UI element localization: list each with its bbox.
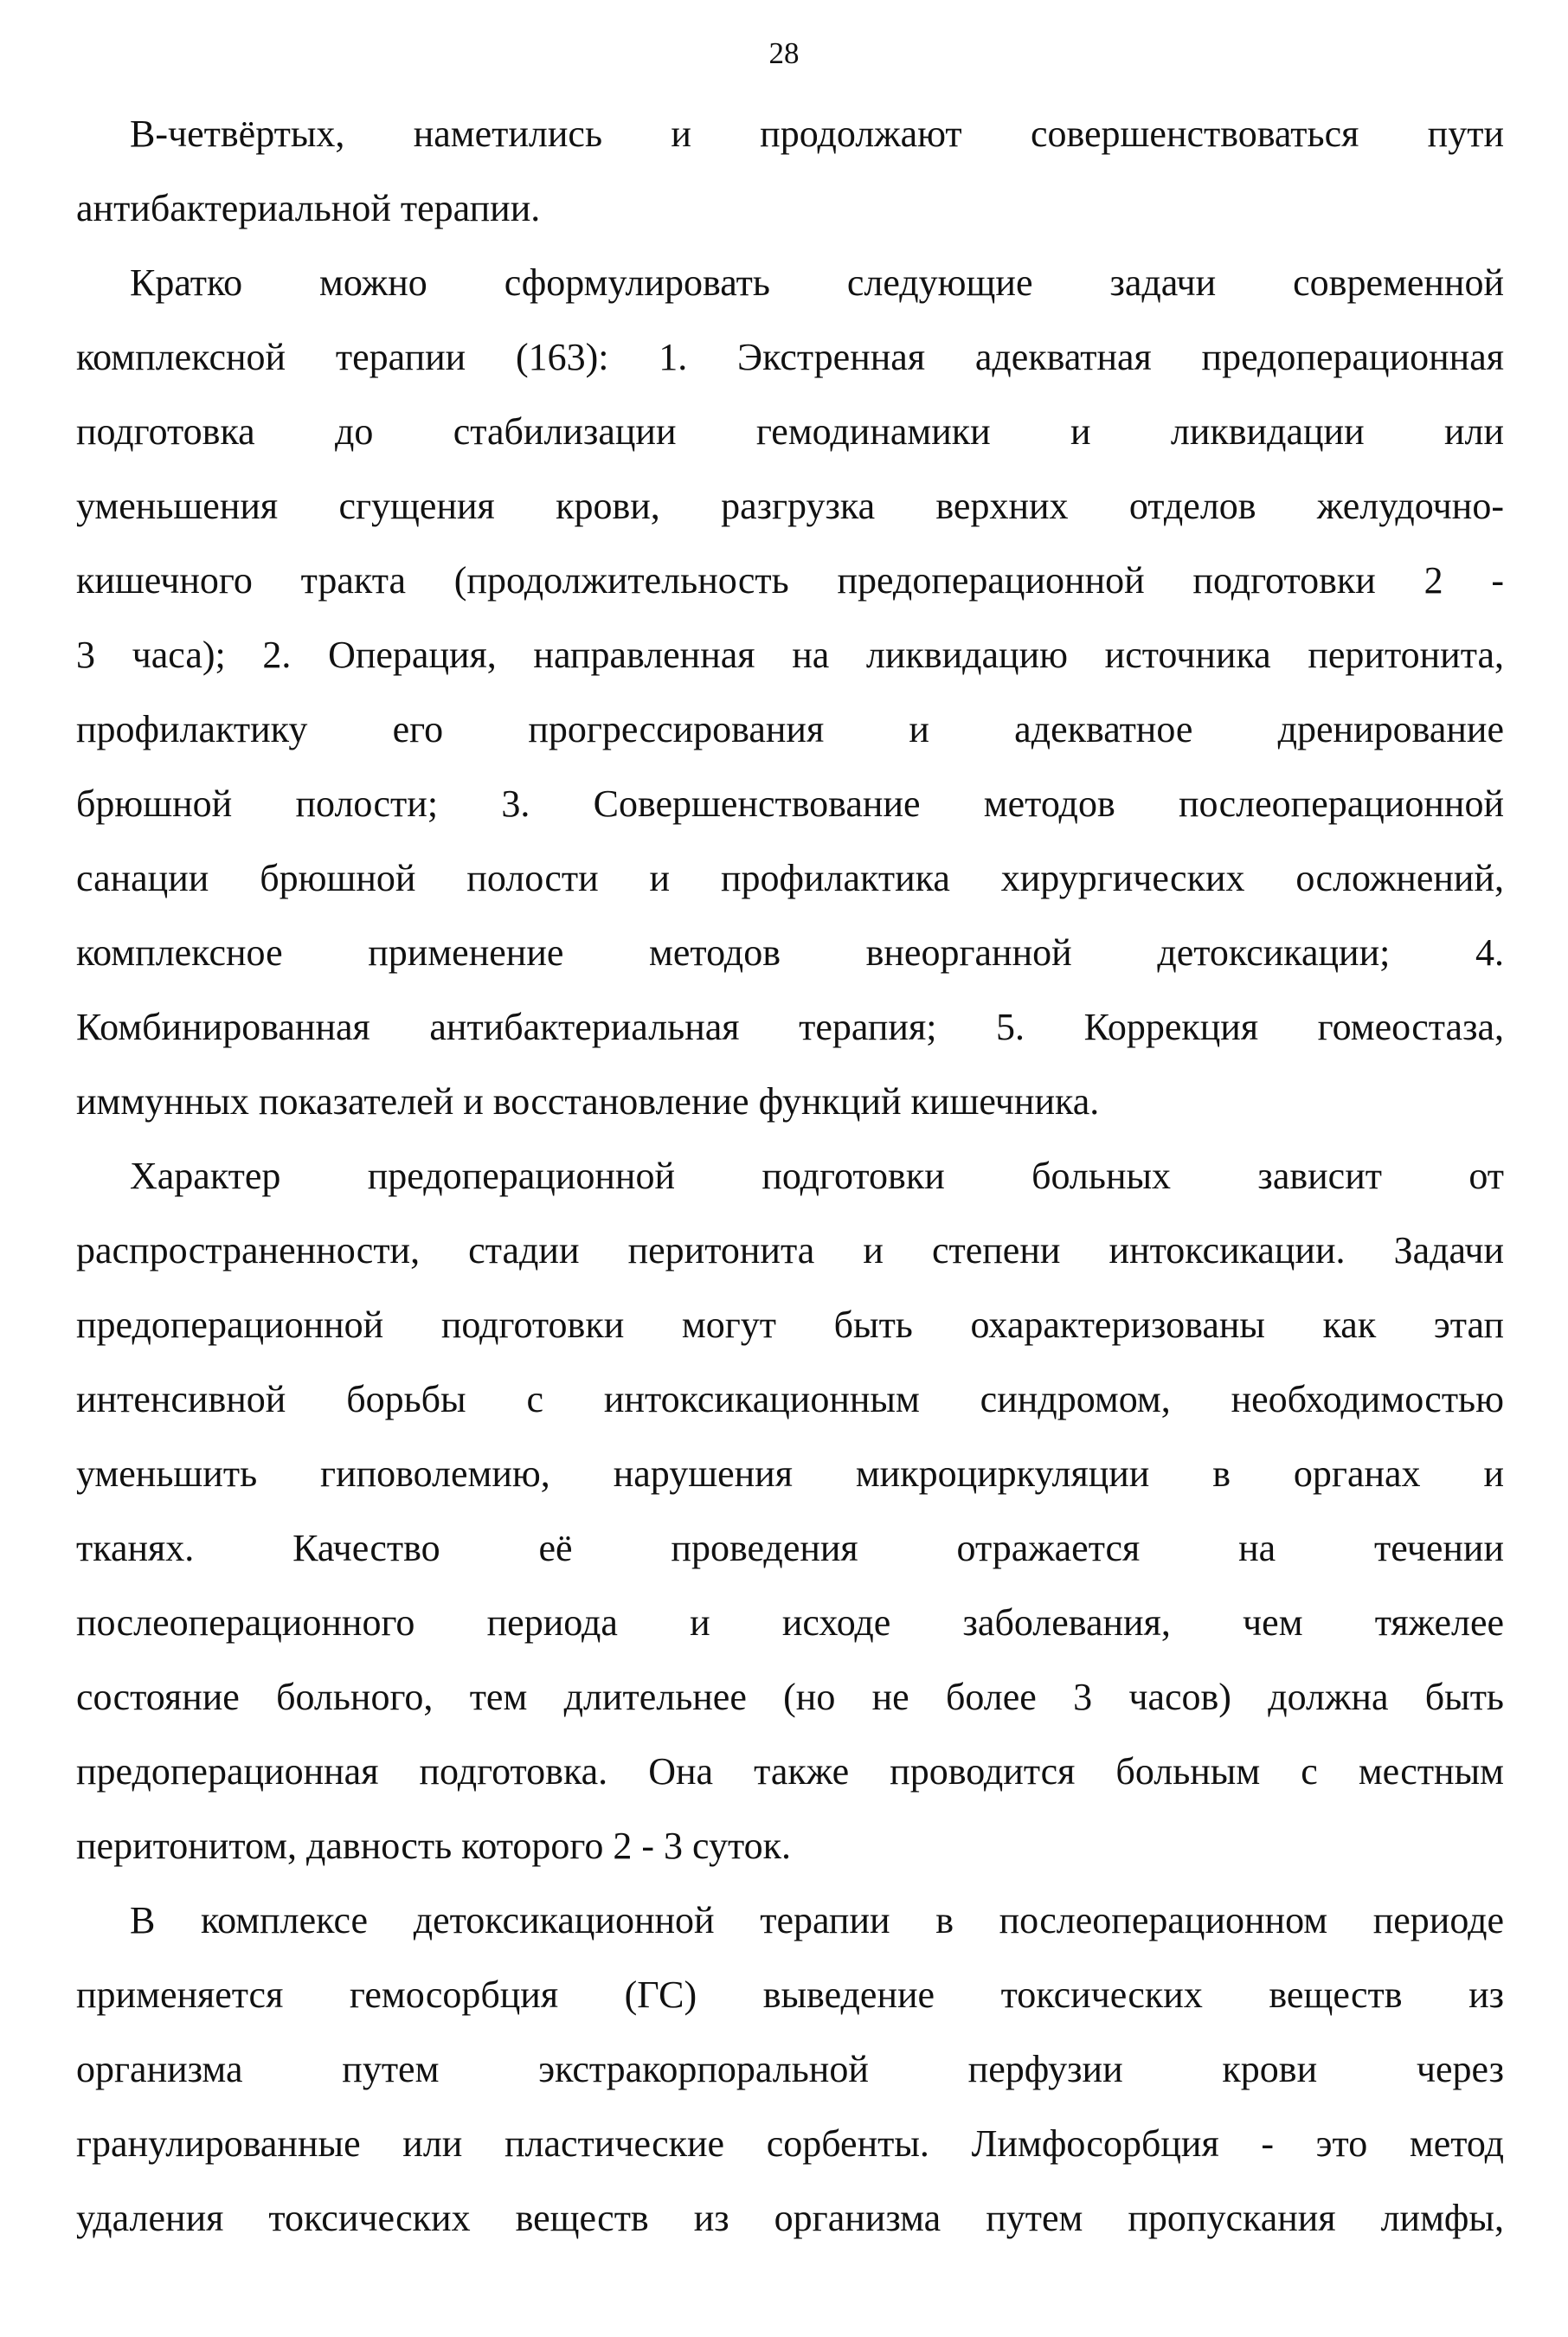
text-line: Комбинированная антибактериальная терапия; 5. Коррекция гомеостаза, (76, 1006, 1504, 1048)
text-line: В комплексе детоксикационной терапии в послеоперационном периоде (130, 1899, 1504, 1941)
text-line: антибактериальной терапии. (76, 187, 541, 229)
text-line: тканях. Качество её проведения отражается на течении (76, 1527, 1504, 1569)
text-line: 3 часа); 2. Операция, направленная на ликвидацию источника перитонита, (76, 634, 1504, 676)
text-line: состояние больного, тем длительнее (но не более 3 часов) должна быть (76, 1676, 1504, 1718)
text-line: Кратко можно сформулировать следующие задачи современной (130, 261, 1504, 304)
text-line: уменьшить гиповолемию, нарушения микроциркуляции в органах и (76, 1452, 1504, 1495)
text-line: кишечного тракта (продолжительность предоперационной подготовки 2 - (76, 559, 1504, 602)
text-line: применяется гемосорбция (ГС) выведение токсических веществ из (76, 1973, 1504, 2016)
text-line: иммунных показателей и восстановление функций кишечника. (76, 1080, 1100, 1123)
text-line: Характер предоперационной подготовки больных зависит от (130, 1155, 1504, 1197)
text-line: перитонитом, давность которого 2 - 3 суток. (76, 1825, 791, 1867)
paragraph (76, 1883, 1504, 2256)
text-line: предоперационная подготовка. Она также проводится больным с местным (76, 1750, 1504, 1793)
paragraph (76, 97, 1504, 246)
page-number: 28 (768, 36, 800, 70)
text-line: удаления токсических веществ из организма путем пропускания лимфы, (76, 2197, 1504, 2239)
text-line: комплексной терапии (163): 1. Экстренная адекватная предоперационная (76, 336, 1504, 378)
text-line: предоперационной подготовки могут быть охарактеризованы как этап (76, 1304, 1504, 1346)
paragraph (76, 246, 1504, 1139)
text-line: профилактику его прогрессирования и адекватное дренирование (76, 708, 1504, 750)
document-body (76, 97, 1504, 2256)
text-line: интенсивной борьбы с интоксикационным синдромом, необходимостью (76, 1378, 1504, 1420)
text-line: В-четвёртых, наметились и продолжают совершенствоваться пути (130, 113, 1504, 155)
text-line: уменьшения сгущения крови, разгрузка верхних отделов желудочно- (76, 485, 1504, 527)
text-line: организма путем экстракорпоральной перфузии крови через (76, 2048, 1504, 2090)
text-line: послеоперационного периода и исходе заболевания, чем тяжелее (76, 1601, 1504, 1644)
text-line: распространенности, стадии перитонита и степени интоксикации. Задачи (76, 1229, 1504, 1272)
text-line: гранулированные или пластические сорбенты. Лимфосорбция - это метод (76, 2122, 1504, 2165)
text-line: комплексное применение методов внеорганной детоксикации; 4. (76, 931, 1504, 974)
text-line: брюшной полости; 3. Совершенствование методов послеоперационной (76, 782, 1504, 825)
paragraph (76, 1139, 1504, 1883)
text-line: санации брюшной полости и профилактика хирургических осложнений, (76, 857, 1504, 899)
text-line: подготовка до стабилизации гемодинамики и ликвидации или (76, 410, 1504, 453)
